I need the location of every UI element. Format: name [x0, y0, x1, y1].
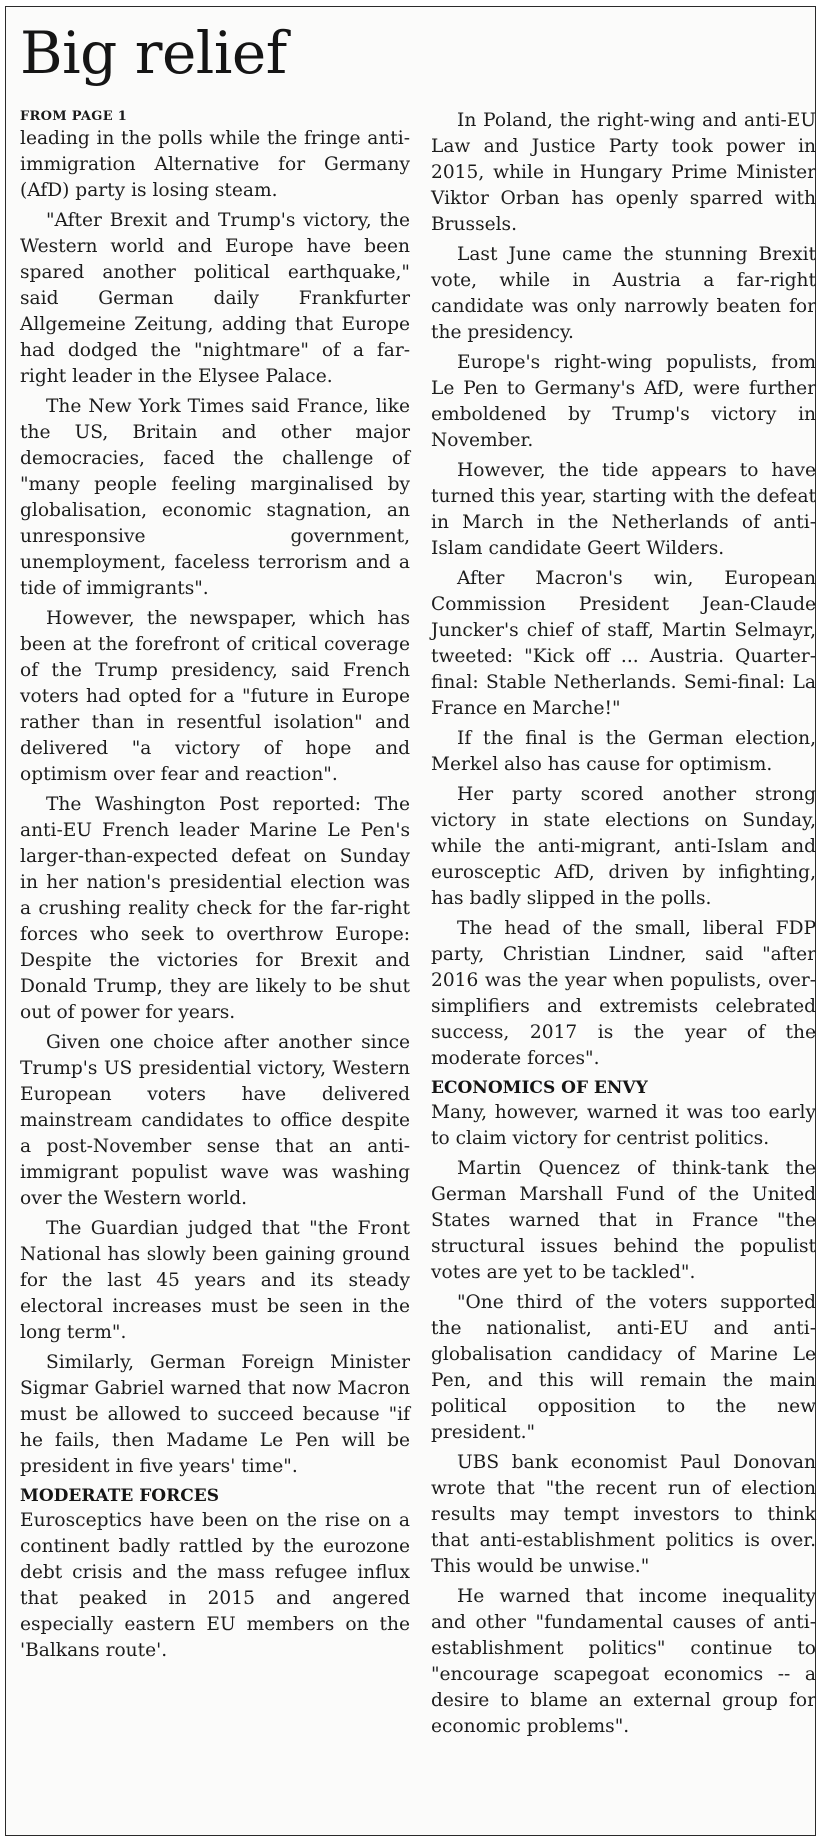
- left-column: [20, 108, 410, 1668]
- paragraph: However, the newspaper, which has been at the forefront of critical coverage of the Trump presidency, said French voters had opted for a "future in Europe rather than in resentful isolation" and delivered "a victory of hope and optimism over fear and reaction".: [20, 608, 410, 785]
- paragraph: In Poland, the right-wing and anti-EU Law and Justice Party took power in 2015, while in Hungary Prime Minister Viktor Orban has openly sparred with Brussels.: [431, 110, 816, 235]
- paragraph: UBS bank economist Paul Donovan wrote that "the recent run of election results may tempt investors to think that anti-establishment politics is over. This would be unwise.": [431, 1452, 816, 1577]
- paragraph: If the final is the German election, Merkel also has cause for optimism.: [431, 728, 816, 775]
- paragraph: Europe's right-wing populists, from Le Pen to Germany's AfD, were further emboldened by Trump's victory in November.: [431, 352, 816, 451]
- section-subhead: MODERATE FORCES: [20, 1486, 220, 1506]
- paragraph: Given one choice after another since Trump's US presidential victory, Western European voters have delivered mainstream candidates to office despite a post-November sense that an anti-immigrant populist wave was washing over the Western world.: [20, 1032, 410, 1209]
- paragraph: Her party scored another strong victory in state elections on Sunday, while the anti-migrant, anti-Islam and eurosceptic AfD, driven by infighting, has badly slipped in the polls.: [431, 784, 816, 909]
- paragraph: "One third of the voters supported the nationalist, anti-EU and anti-globalisation candidacy of Marine Le Pen, and this will remain the main political opposition to the new president.": [431, 1292, 816, 1443]
- paragraph: leading in the polls while the fringe anti-immigration Alternative for Germany (AfD) party is losing steam.: [20, 128, 410, 201]
- paragraph: The New York Times said France, like the US, Britain and other major democracies, faced the challenge of "many people feeling marginalised by globalisation, economic stagnation, an unresponsive government, unemployment, faceless terrorism and a tide of immigrants".: [20, 396, 410, 599]
- paragraph: Last June came the stunning Brexit vote, while in Austria a far-right candidate was only narrowly beaten for the presidency.: [431, 244, 816, 343]
- paragraph: Martin Quencez of think-tank the German Marshall Fund of the United States warned that in France "the structural issues behind the populist votes are yet to be tackled".: [431, 1158, 816, 1283]
- paragraph: The Guardian judged that "the Front National has slowly been gaining ground for the last 45 years and its steady electoral increases must be seen in the long term".: [20, 1218, 410, 1343]
- paragraph: He warned that income inequality and other "fundamental causes of anti-establishment politics" continue to "encourage scapegoat economics -- a desire to blame an external group for economic problems".: [431, 1586, 816, 1737]
- paragraph: The Washington Post reported: The anti-EU French leader Marine Le Pen's larger-than-expected defeat on Sunday in her nation's presidential election was a crushing reality check for the far-right forces who seek to overthrow Europe: Despite the victories for Brexit and Donald Trump, they are likely to be shut out of power for years.: [20, 794, 410, 1023]
- section-subhead: ECONOMICS OF ENVY: [431, 1078, 648, 1098]
- kicker: FROM PAGE 1: [20, 109, 128, 124]
- paragraph: The head of the small, liberal FDP party, Christian Lindner, said "after 2016 was the year when populists, over-simplifiers and extremists celebrated success, 2017 is the year of the moderate forces".: [431, 918, 816, 1069]
- paragraph: Eurosceptics have been on the rise on a continent badly rattled by the eurozone debt crisis and the mass refugee influx that peaked in 2015 and angered especially eastern EU members on the 'Balkans route'.: [20, 1510, 410, 1661]
- paragraph: "After Brexit and Trump's victory, the Western world and Europe have been spared another political earthquake," said German daily Frankfurter Allgemeine Zeitung, adding that Europe had dodged the "nightmare" of a far-right leader in the Elysee Palace.: [20, 210, 410, 387]
- right-column-body: [431, 108, 816, 1740]
- left-column-body: [20, 126, 410, 1664]
- right-column: [431, 108, 816, 1744]
- headline: Big relief: [20, 19, 287, 87]
- paragraph: However, the tide appears to have turned this year, starting with the defeat in March in the Netherlands of anti-Islam candidate Geert Wilders.: [431, 460, 816, 559]
- paragraph: Similarly, German Foreign Minister Sigmar Gabriel warned that now Macron must be allowed to succeed because "if he fails, then Madame Le Pen will be president in five years' time".: [20, 1352, 410, 1477]
- paragraph: Many, however, warned it was too early to claim victory for centrist politics.: [431, 1102, 816, 1149]
- paragraph: After Macron's win, European Commission President Jean-Claude Juncker's chief of staff, Martin Selmayr, tweeted: "Kick off ... Austria. Quarter-final: Stable Netherlands. Semi-final: La France en Marche!": [431, 568, 816, 719]
